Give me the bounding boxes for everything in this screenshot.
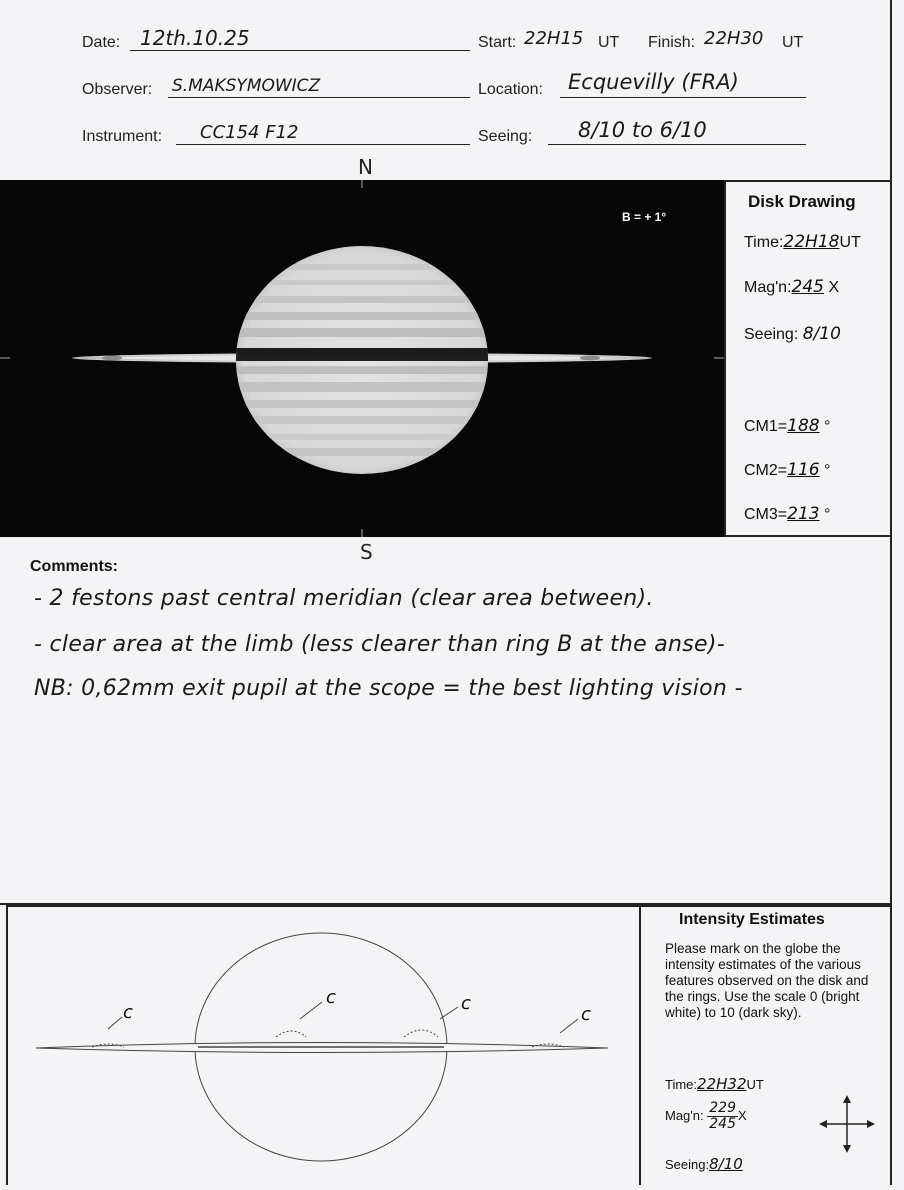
cm3-row [744, 504, 830, 524]
cm2-row [744, 460, 830, 480]
seeing-label: Seeing: [478, 128, 533, 145]
location-label: Location: [478, 81, 543, 98]
observer-label: Observer: [82, 81, 153, 98]
finish-label: Finish: [648, 34, 696, 51]
int-time-unit: UT [746, 1077, 764, 1092]
feature-feston-2 [404, 1030, 438, 1037]
finish-value: 22H30 [704, 28, 764, 49]
int-time-row [665, 1075, 764, 1093]
date-value: 12th.10.25 [140, 26, 250, 50]
int-mag-top: 229 [709, 1100, 736, 1116]
cm1-label: CM1= [744, 418, 788, 435]
intensity-panel [639, 905, 890, 1185]
start-value: 22H15 [524, 28, 584, 49]
cm3-label: CM3= [744, 506, 788, 523]
cm2-deg: ° [824, 462, 831, 479]
pointer-2 [300, 1002, 322, 1019]
date-underline [130, 50, 470, 51]
disk-mag-row [744, 277, 839, 297]
mark-2: c [326, 987, 336, 1008]
int-seeing-label: Seeing: [665, 1157, 710, 1172]
pointer-4 [560, 1019, 578, 1033]
mark-1: c [123, 1002, 133, 1023]
ansa-right-mark [580, 356, 600, 361]
instrument-underline [176, 144, 470, 145]
comment-line-3: NB: 0,62mm exit pupil at the scope = the best lighting vision - [34, 676, 743, 701]
ring-shadow [236, 355, 488, 361]
finish-unit: UT [782, 34, 804, 51]
right-border [890, 0, 892, 1185]
comment-line-1: - 2 festons past central meridian (clear area between). [34, 586, 654, 611]
start-label: Start: [478, 34, 517, 51]
pointer-1 [108, 1017, 122, 1029]
seeing-value: 8/10 to 6/10 [578, 118, 707, 142]
location-value: Ecquevilly (FRA) [568, 70, 739, 94]
saturn-drawing [0, 180, 724, 537]
int-time-value: 22H32 [697, 1075, 747, 1093]
cm1-row [744, 416, 830, 436]
cm3-deg: ° [824, 506, 831, 523]
observer-underline [168, 97, 470, 98]
cm1-deg: ° [824, 418, 831, 435]
disk-time-label: Time: [744, 234, 784, 251]
compass-arrows-icon [817, 1093, 877, 1155]
disk-drawing-panel [724, 180, 890, 537]
int-mag-row [665, 1101, 747, 1132]
int-time-label: Time: [665, 1077, 698, 1092]
start-unit: UT [598, 34, 620, 51]
tilt-label: B = + 1° [622, 210, 667, 224]
int-mag-fraction [707, 1101, 738, 1132]
int-mag-unit: X [737, 1107, 747, 1123]
cm2-label: CM2= [744, 462, 788, 479]
disk-mag-unit: X [828, 279, 840, 296]
seeing-underline [548, 144, 806, 145]
intensity-sketch [6, 905, 639, 1185]
disk-time-value: 22H18 [783, 232, 840, 252]
disk-mag-label: Mag'n: [744, 279, 792, 296]
comments-title: Comments: [30, 558, 119, 575]
intensity-sketch-svg [8, 907, 639, 1185]
intensity-instructions: Please mark on the globe the intensity estimates of the various features observed on the disk and the rings. Use the scale 0 (bright white) to 10 (dark sky). [665, 941, 869, 1020]
mark-4: c [581, 1004, 591, 1025]
disk-seeing-value: 8/10 [802, 324, 841, 344]
int-seeing-value: 8/10 [709, 1155, 743, 1173]
instrument-label: Instrument: [82, 128, 163, 145]
disk-mag-value: 245 [791, 277, 824, 297]
location-underline [560, 97, 806, 98]
saturn-drawing-svg [0, 180, 724, 537]
date-label: Date: [82, 34, 121, 51]
intensity-title: Intensity Estimates [679, 911, 825, 928]
north-label: N [358, 155, 373, 179]
ansa-left-mark [102, 356, 122, 361]
cm2-value: 116 [787, 460, 820, 480]
mark-3: c [461, 993, 471, 1014]
disk-time-unit: UT [839, 234, 861, 251]
disk-panel-title: Disk Drawing [748, 192, 856, 211]
comment-line-2: - clear area at the limb (less clearer than ring B at the anse)- [34, 632, 726, 657]
instrument-value: CC154 F12 [200, 122, 299, 143]
south-label: S [360, 540, 373, 564]
int-seeing-row [665, 1155, 743, 1173]
disk-seeing-row [744, 324, 841, 344]
pointer-3 [440, 1007, 458, 1019]
cm3-value: 213 [787, 504, 820, 524]
observer-value: S.MAKSYMOWICZ [172, 76, 321, 96]
int-mag-bottom: 245 [709, 1116, 736, 1132]
disk-seeing-label: Seeing: [744, 326, 799, 343]
int-mag-label: Mag'n: [665, 1107, 704, 1123]
feature-feston-1 [276, 1031, 306, 1037]
cm1-value: 188 [787, 416, 820, 436]
disk-time-row [744, 232, 861, 252]
